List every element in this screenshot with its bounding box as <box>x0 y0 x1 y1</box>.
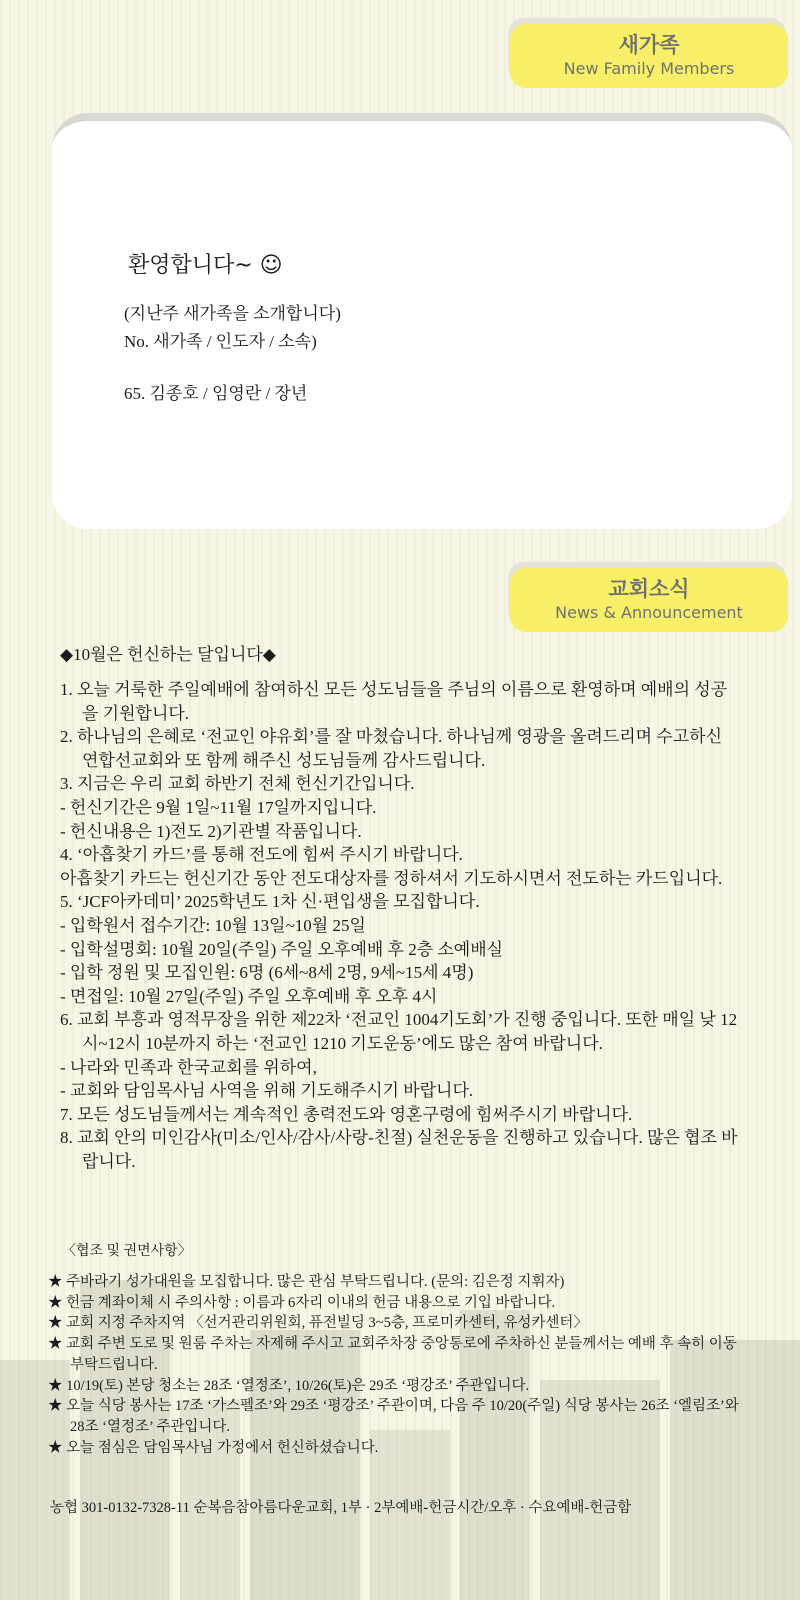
cooperation-item: ★ 헌금 계좌이체 시 주의사항 : 이름과 6자리 이내의 헌금 내용으로 기입 바랍니다. <box>48 1294 556 1311</box>
offering-account: 농협 301-0132-7328-11 순복음참아름다운교회, 1부 · 2부예배-헌금시간/오후 · 수요예배-헌금함 <box>50 1500 632 1516</box>
news-item: - 나라와 민족과 한국교회를 위하여, <box>60 1057 317 1077</box>
new-family-intro: (지난주 새가족을 소개합니다) <box>124 304 341 323</box>
news-item: - 입학설명회: 10월 20일(주일) 주일 오후예배 후 2층 소예배실 <box>60 939 504 959</box>
welcome-greeting: 환영합니다~ ☺ <box>128 253 283 278</box>
cooperation-item: ★ 오늘 식당 봉사는 17조 ‘가스펠조’와 29조 ‘평강조’ 주관이며, 다음 주 10/20(주일) 식당 봉사는 26조 ‘엘림조’와 28조 ‘열정조’ 주관입니다. <box>48 1398 739 1435</box>
cooperation-heading: 〈협조 및 권면사항〉 <box>62 1244 192 1259</box>
news-item: 3. 지금은 우리 교회 하반기 전체 헌신기간입니다. <box>60 774 415 794</box>
news-item: 1. 오늘 거룩한 주일예배에 참여하신 모든 성도님들을 주님의 이름으로 환영하며 예배의 성공을 기원합니다. <box>60 680 728 723</box>
new-family-tab <box>510 24 788 88</box>
news-item: - 헌신내용은 1)전도 2)기관별 작품입니다. <box>60 821 362 841</box>
news-item: - 입학원서 접수기간: 10월 13일~10월 25일 <box>60 915 366 935</box>
news-item: 4. ‘아흡찾기 카드’를 통해 전도에 힘써 주시기 바랍니다. <box>60 845 463 865</box>
cooperation-item: ★ 오늘 점심은 담임목사님 가정에서 헌신하셨습니다. <box>48 1439 379 1456</box>
news-tab <box>510 568 788 632</box>
news-item: - 교회와 담임목사님 사역을 위해 기도해주시기 바랍니다. <box>60 1081 474 1101</box>
cooperation-item: ★ 교회 주변 도로 및 원룸 주차는 자제해 주시고 교회주차장 중앙통로에 주차하신 분들께서는 예배 후 속히 이동 부탁드립니다. <box>48 1336 737 1373</box>
new-family-subtitle: New Family Members <box>563 59 735 78</box>
cooperation-list <box>48 1272 740 1458</box>
news-heading: ◆10월은 헌신하는 달입니다◆ <box>60 645 276 664</box>
cooperation-item: ★ 주바라기 성가대원을 모집합니다. 많은 관심 부탁드립니다. (문의: 김은정 지휘자) <box>48 1274 565 1290</box>
news-item: - 입학 정원 및 모집인원: 6명 (6세~8세 2명, 9세~15세 4명) <box>60 963 474 983</box>
news-item: 2. 하나님의 은혜로 ‘전교인 야유회’를 잘 마쳤습니다. 하나님께 영광을 올려드리며 수고하신 연합선교회와 또 함께 해주신 성도님들께 감사드립니다. <box>60 727 723 770</box>
new-family-entry: 65. 김종호 / 임영란 / 장년 <box>124 384 308 403</box>
news-subtitle: News & Announcement <box>555 603 743 622</box>
cooperation-item: ★ 10/19(토) 본당 청소는 28조 ‘열정조’, 10/26(토)은 29조 ‘평강조’ 주관입니다. <box>48 1377 530 1394</box>
news-item: 7. 모든 성도님들께서는 계속적인 총력전도와 영혼구령에 힘써주시기 바랍니다. <box>60 1104 633 1124</box>
news-item: - 헌신기간은 9월 1일~11월 17일까지입니다. <box>60 797 377 817</box>
news-item: 아흡찾기 카드는 헌신기간 동안 전도대상자를 정하셔서 기도하시면서 전도하는 카드입니다. <box>60 868 723 888</box>
news-title: 교회소식 <box>608 577 690 601</box>
cooperation-item: ★ 교회 지정 주차지역 〈선거관리위원회, 퓨전빌딩 3~5층, 프로미카센터, 유성카센터〉 <box>48 1315 588 1332</box>
news-item: - 면접일: 10월 27일(주일) 주일 오후예배 후 오후 4시 <box>60 986 438 1006</box>
news-item: 6. 교회 부흥과 영적무장을 위한 제22차 ‘전교인 1004기도회’가 진행 중입니다. 또한 매일 낮 12시~12시 10분까지 하는 ‘전교인 1210 기도운동’에도 많은 참여 바랍니다. <box>60 1010 738 1053</box>
new-family-title: 새가족 <box>618 33 680 57</box>
news-list <box>60 678 740 1173</box>
new-family-columns: No. 새가족 / 인도자 / 소속) <box>124 332 317 351</box>
news-item: 5. ‘JCF아카데미’ 2025학년도 1차 신·편입생을 모집합니다. <box>60 892 480 912</box>
news-item: 8. 교회 안의 미인감사(미소/인사/감사/사랑-친절) 실천운동을 진행하고 있습니다. 많은 협조 바랍니다. <box>60 1128 738 1171</box>
